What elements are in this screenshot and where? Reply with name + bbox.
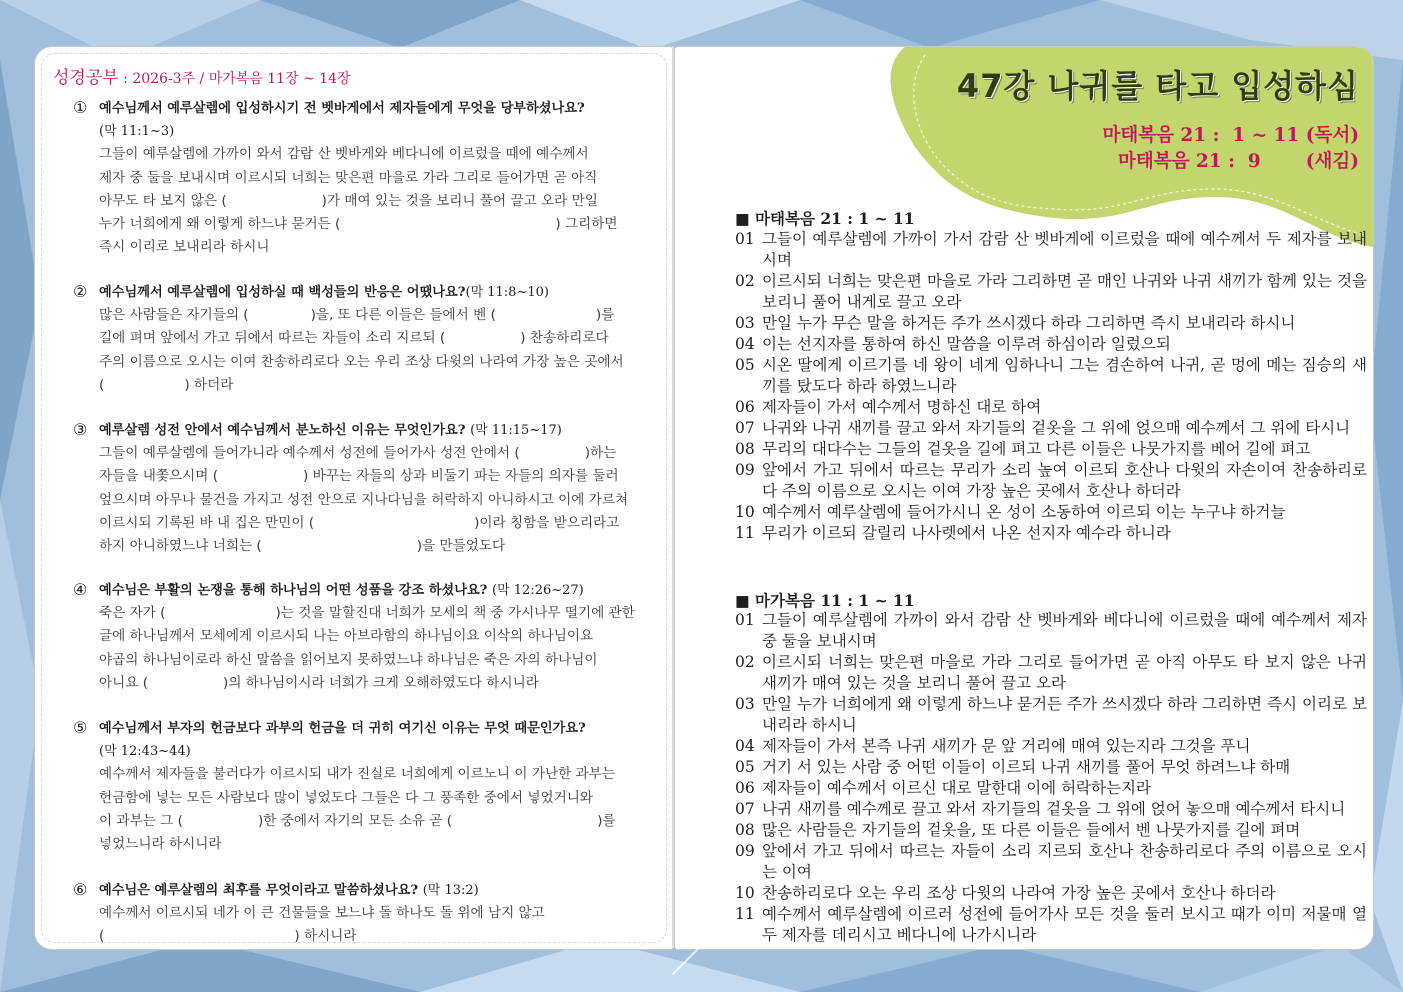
question-3 (75, 419, 663, 558)
verse: 07 나귀와 나귀 새끼를 끌고 와서 자기들의 겉옷을 그 위에 얹으매 예수께서 그 위에 타시니 (735, 419, 1351, 437)
answer-line: 엎으시며 아무나 물건을 가지고 성전 안으로 지나다님을 허락하지 아니하시고 이에 가르쳐 (99, 491, 629, 508)
memory-ref: 마태복음 21 : 9 (새김) (1117, 151, 1359, 172)
answer-line: 이 과부는 그 ( )한 중에서 자기의 모든 소유 곧 ( )를 (99, 812, 616, 829)
reading-ref: 마태복음 21 : 1 ~ 11 (독서) (1102, 125, 1359, 146)
question-ref: (막 11:1~3) (99, 124, 175, 140)
verse: 10 예수께서 예루살렘에 들어가시니 온 성이 소동하여 이르되 이는 누구냐 하거늘 (735, 503, 1286, 521)
answer-line: 하지 아니하였느냐 너희는 ( )을 만들었도다 (99, 538, 506, 555)
verse: 08 무리의 대다수는 그들의 겉옷을 길에 펴고 다른 이들은 나뭇가지를 베어 길에 펴고 (735, 440, 1311, 458)
answer-text (99, 902, 663, 948)
verse: 03 만일 누가 무슨 말을 하거든 주가 쓰시겠다 하라 그리하면 즉시 보내리라 하시니 (735, 314, 1296, 332)
mark-heading: ■ 마가복음 11 : 1 ~ 11 (735, 591, 915, 610)
answer-line: 아니요 ( )의 하나님이시라 너희가 크게 오해하였도다 하시니라 (99, 674, 539, 691)
right-page (674, 46, 1374, 950)
question-text: 예루살렘 성전 안에서 예수님께서 분노하신 이유는 무엇인가요? (막 11:15~17) (99, 423, 562, 438)
question-text: 예수님께서 부자의 헌금보다 과부의 헌금을 더 귀히 여기신 이유는 무엇 때문인가요? (99, 721, 586, 736)
question-5 (75, 717, 663, 856)
question-number: ④ (73, 580, 88, 599)
answer-line: 이르시되 기록된 바 내 집은 만민이 ( )이라 칭함을 받으리라고 (99, 514, 620, 531)
answer-text (99, 304, 663, 397)
question-4 (75, 579, 663, 695)
answer-line: 그들이 예루살렘에 가까이 와서 감람 산 벳바게와 베다니에 이르렀을 때에 예수께서 (99, 146, 589, 163)
answer-line: 자들을 내쫓으시며 ( ) 바꾸는 자들의 상과 비둘기 파는 자들의 의자를 둘러 (99, 468, 619, 485)
answer-line: ( ) 하더라 (99, 376, 234, 393)
verse: 09 앞에서 가고 뒤에서 따르는 무리가 소리 높여 이르되 호산나 다윗의 자손이여 찬송하리로다 주의 이름으로 오시는 이여 가장 높은 곳에서 호산나 하더라 (735, 461, 1367, 500)
verse: 10 찬송하리로다 오는 우리 조상 다윗의 나라여 가장 높은 곳에서 호산나 하더라 (735, 884, 1276, 902)
question-number: ② (73, 282, 88, 301)
answer-text (99, 143, 663, 259)
verse: 01 그들이 예루살렘에 가까이 가서 감람 산 벳바게에 이르렀을 때에 예수께서 두 제자를 보내시며 (735, 230, 1367, 269)
answer-text (99, 763, 663, 856)
answer-line: 예수께서 제자들을 불러다가 이르시되 내가 진실로 너희에게 이르노니 이 가난한 과부는 (99, 766, 615, 783)
answer-line: 주의 이름으로 오시는 이여 찬송하리로다 오는 우리 조상 다윗의 나라여 가장 높은 곳에서 (99, 353, 624, 370)
verse: 09 앞에서 가고 뒤에서 따르는 자들이 소리 지르되 호산나 찬송하리로다 주의 이름으로 오시는 이여 (735, 842, 1367, 881)
answer-line: 글에 하나님께서 모세에게 이르시되 나는 아브라함의 하나님이요 이삭의 하나님이요 (99, 628, 594, 645)
matthew-heading: ■ 마태복음 21 : 1 ~ 11 (735, 209, 915, 228)
study-week: : 2026-3주 / 마가복음 11장 ~ 14장 (118, 71, 351, 87)
question-number: ③ (73, 420, 88, 439)
question-number: ⑤ (73, 718, 88, 737)
question-1 (75, 97, 663, 259)
study-subject: 성경공부 (53, 68, 119, 88)
lesson-title: 47강 나귀를 타고 입성하심 (956, 67, 1359, 105)
answer-line: 예수께서 이르시되 네가 이 큰 건물들을 보느냐 돌 하나도 돌 위에 남지 않고 (99, 905, 545, 922)
answer-text (99, 602, 663, 695)
verse: 03 만일 누가 너희에게 왜 이렇게 하느냐 묻거든 주가 쓰시겠다 하라 그리하면 즉시 이리로 보내리라 하시니 (735, 695, 1367, 734)
verse: 08 많은 사람들은 자기들의 겉옷을, 또 다른 이들은 들에서 벤 나뭇가지를 길에 펴며 (735, 821, 1301, 839)
verse: 02 이르시되 너희는 맞은편 마을로 가라 그리하면 곧 매인 나귀와 나귀 새끼가 함께 있는 것을 보리니 풀어 내게로 끌고 오라 (735, 272, 1367, 311)
answer-line: 즉시 이리로 보내리라 하시니 (99, 239, 270, 256)
verse: 04 제자들이 가서 본즉 나귀 새끼가 문 앞 거리에 매여 있는지라 그것을 푸니 (735, 737, 1251, 755)
answer-line: 야곱의 하나님이로라 하신 말씀을 읽어보지 못하였느냐 하나님은 죽은 자의 하나님이 (99, 651, 598, 668)
mark-verses (735, 610, 1367, 946)
lesson-references (1102, 123, 1359, 175)
verse: 11 무리가 이르되 갈릴리 나사렛에서 나온 선지자 예수라 하니라 (735, 524, 1171, 542)
question-text: 예수님은 예루살렘의 최후를 무엇이라고 말씀하셨나요? (막 13:2) (99, 883, 479, 898)
verse: 06 제자들이 예수께서 이르신 대로 말한대 이에 허락하는지라 (735, 779, 1151, 797)
answer-line: 누가 너희에게 왜 이렇게 하느냐 묻거든 ( ) 그리하면 (99, 216, 618, 233)
answer-line: 많은 사람들은 자기들의 ( )을, 또 다른 이들은 들에서 벤 ( )를 (99, 307, 615, 324)
question-ref: (막 12:43~44) (99, 744, 191, 760)
answer-line: 아무도 타 보지 않은 ( )가 매여 있는 것을 보리니 풀어 끌고 오라 만일 (99, 192, 598, 209)
verse: 01 그들이 예루살렘에 가까이 와서 감람 산 벳바게와 베다니에 이르렀을 때에 예수께서 제자 중 둘을 보내시며 (735, 611, 1367, 650)
answer-line: 헌금함에 넣는 모든 사람보다 많이 넣었도다 그들은 다 그 풍족한 중에서 넣었거니와 (99, 789, 594, 806)
question-text: 예수님은 부활의 논쟁을 통해 하나님의 어떤 성품을 강조 하셨나요? (막 12:26~27) (99, 583, 584, 598)
answer-line: 제자 중 둘을 보내시며 이르시되 너희는 맞은편 마을로 가라 그리로 들어가면 곧 아직 (99, 169, 598, 186)
verse: 04 이는 선지자를 통하여 하신 말씀을 이루려 하심이라 일렀으되 (735, 335, 1171, 353)
matthew-verses (735, 229, 1367, 544)
question-text: 예수님께서 예루살렘에 입성하실 때 백성들의 반응은 어땠나요?(막 11:8~10) (99, 285, 549, 300)
question-number: ⑥ (73, 880, 88, 899)
verse: 02 이르시되 너희는 맞은편 마을로 가라 그리로 들어가면 곧 아직 아무도 타 보지 않은 나귀 새끼가 매여 있는 것을 보리니 풀어 끌고 오라 (735, 653, 1367, 692)
answer-line: ( ) 하시니라 (99, 928, 357, 945)
question-number: ① (73, 98, 88, 117)
study-header (53, 63, 351, 88)
booklet-spread (34, 46, 1372, 948)
question-text: 예수님께서 예루살렘에 입성하시기 전 벳바게에서 제자들에게 무엇을 당부하셨나요? (99, 101, 585, 116)
answer-line: 죽은 자가 ( )는 것을 말할진대 너희가 모세의 책 중 가시나무 떨기에 관한 (99, 605, 635, 622)
verse: 07 나귀 새끼를 예수께로 끌고 와서 자기들의 겉옷을 그 위에 얹어 놓으매 예수께서 타시니 (735, 800, 1346, 818)
verse: 05 거기 서 있는 사람 중 어떤 이들이 이르되 나귀 새끼를 풀어 무엇 하려느냐 하매 (735, 758, 1291, 776)
question-6 (75, 879, 663, 949)
answer-line: 그들이 예루살렘에 들어가니라 예수께서 성전에 들어가사 성전 안에서 ( )하는 (99, 445, 617, 462)
answer-text (99, 442, 663, 558)
left-page (34, 46, 674, 950)
verse: 06 제자들이 가서 예수께서 명하신 대로 하여 (735, 398, 1042, 416)
answer-line: 넣었느니라 하시니라 (99, 836, 222, 853)
answer-line: 길에 펴며 앞에서 가고 뒤에서 따르는 자들이 소리 지르되 ( ) 찬송하리로다 (99, 330, 609, 347)
verse: 05 시온 딸에게 이르기를 네 왕이 네게 임하나니 그는 겸손하여 나귀, 곧 멍에 메는 짐승의 새끼를 탔도다 하라 하였느니라 (735, 356, 1367, 395)
verse: 11 예수께서 예루살렘에 이르러 성전에 들어가사 모든 것을 둘러 보시고 때가 이미 저물매 열두 제자를 데리시고 베다니에 나가시니라 (735, 905, 1367, 944)
question-2 (75, 281, 663, 397)
